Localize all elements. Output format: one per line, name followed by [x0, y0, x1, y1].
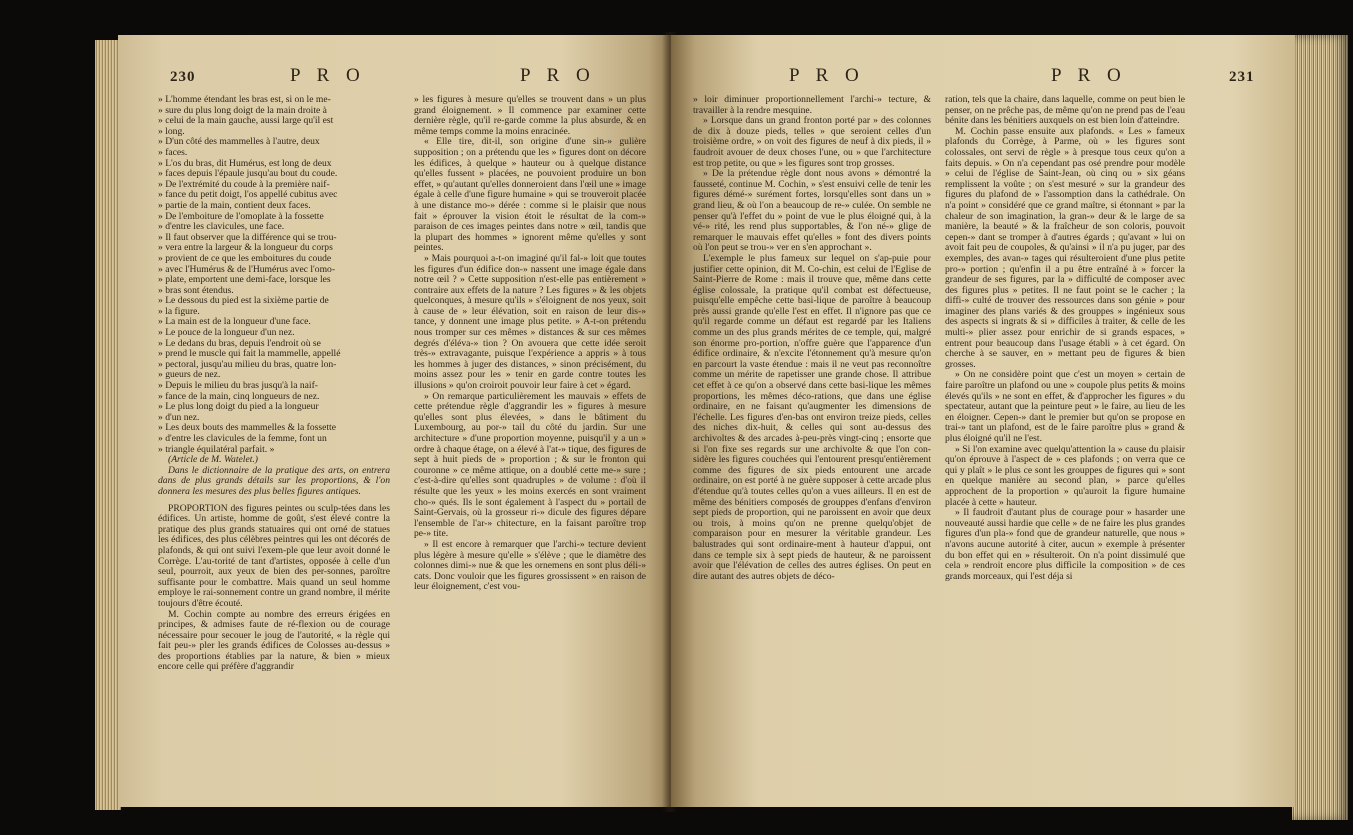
- text-line: » La main est de la longueur d'une face.: [158, 316, 311, 328]
- text-paragraph: » Il faudroit d'autant plus de courage pour » hasarder une nouveauté aussi hardie que celle » de ne faire les plus grandes figures d'un pla-» fond que de grandeur naturelle, que nous » n'avons aucune autorité à citer, aucun » exemple à présenter du bon effet qui en » résulteroit. On n'a point dissimulé que cela » rendroit encore plus difficile la composition » de ces grands morceaux, qui l'est déja si: [945, 507, 1185, 582]
- text-line: » d'entre les clavicules de la femme, font un: [158, 433, 327, 444]
- text-line: » fance de la main, cinq longueurs de nez.: [158, 390, 320, 402]
- right-head-word-col2: P R O: [1051, 65, 1127, 86]
- left-column-2: [414, 95, 646, 799]
- text-paragraph: M. Cochin passe ensuite aux plafonds. « Les » fameux plafonds du Corrège, à Parme, où » les figures sont colossales, ont servi de règle » à presque tous ceux qu'on a faits depuis. » On n'a cependant pas osé prendre pour modèle » celui de l'église de Saint-Jean, où cinq ou » six géans remplissent la voûte ; on s'est mesuré » sur la grandeur des figures du plafond de » l'assomption dans la cathédrale. On n'a point » considéré que ce grand maître, si étonnant » par la chaleur de son imagination, la gran-» deur & le large de sa manière, la beauté » & la fraîcheur de son coloris, pouvoit cepen-» dant se tromper à d'autres égards ; qu'avant » lui on avoit fait peu de coupoles, & qu'ainsi » il n'a pu juger, par des exemples, des avan-» tages qui résulteroient d'une plus petite pro-» portion ; qu'enfin il a pu être entraîné à » forcer la grandeur de ses figures, par la » difficulté de composer avec des figures plus » petites. Il ne faut point se le cacher ; la diffi-» culté de trouver des ressources dans son génie » pour imaginer des plans variés & des grouppes » ingénieux sous des aspects si ingrats & si » difficiles à traiter, & celle de les multi-» plier assez pour enrichir de si grands espaces, » entrent pour beaucoup dans l'usage établi » à cet égard. On cherche à se sauver, en » mettant peu de figures & bien grosses.: [945, 125, 1185, 370]
- text-line: » Il faut observer que la différence qui se trou-: [158, 231, 337, 243]
- text-paragraph: » Mais pourquoi a-t-on imaginé qu'il fal-» loit que toutes les figures d'un édifice don-» nassent une image égale dans notre œil ? » Cette supposition n'est-elle pas entièrement » contraire aux effets de la nature ? Les figures » & les objets quelconques, à mesure qu'ils » s'éloignent de nos yeux, soit à cause de » leur élévation, soit en raison de leur dis-» tance, y donnent une image plus petite. » A-t-on prétendu nous tromper sur ces mêmes » distances & sur ces mêmes degrés d'éléva-» tion ? On avouera que cette idée seroit très-» extravagante, puisque l'expérience a appris » à tous les hommes à juger des distances, » sinon précisément, du moins assez pour les » tenir en garde contre toutes les illusions » qu'on croiroit pouvoir leur faire à cet » égard.: [414, 252, 646, 392]
- text-line: » Le pouce de la longueur d'un nez.: [158, 327, 295, 339]
- text-line: » celui de la main gauche, aussi large qu'il est: [158, 115, 334, 127]
- text-paragraph: » loir diminuer proportionnellement l'archi-» tecture, & travailler à la rendre mesquine.: [693, 95, 931, 116]
- text-line: » L'homme étendant les bras est, si on le me-: [158, 95, 331, 105]
- text-line: » bras sont étendus.: [158, 284, 234, 296]
- left-running-head: [118, 65, 671, 89]
- text-line: » Le dessous du pied est la sixième partie de: [158, 295, 329, 307]
- text-line: » plate, emportent une demi-face, lorsque les: [158, 274, 331, 286]
- text-line: » Depuis le milieu du bras jusqu'à la naif-: [158, 380, 318, 392]
- text-line: » De l'extrémité du coude à la première naif-: [158, 178, 330, 190]
- text-line: » vera entre la largeur & la longueur du corps: [158, 242, 333, 254]
- text-line: » De l'emboiture de l'omoplate à la fossette: [158, 210, 324, 222]
- text-line: » partie de la main, contient deux faces.: [158, 199, 311, 211]
- right-page: [671, 35, 1295, 807]
- text-line: » L'os du bras, dit Humérus, est long de deux: [158, 157, 332, 169]
- text-line: » fance du petit doigt, l'os appellé cubitus avec: [158, 189, 338, 201]
- text-line: » d'un nez.: [158, 411, 200, 423]
- article-attribution: (Article de M. Watelet.): [168, 454, 258, 466]
- text-line: » faces.: [158, 146, 188, 158]
- right-column-2: [945, 95, 1185, 799]
- text-paragraph: ration, tels que la chaire, dans laquelle, comme on peut bien le penser, on ne prêche pas, de même qu'on ne prend pas de l'eau bénite dans les bénitiers auxquels on est bien loin d'atteindre.: [945, 95, 1185, 127]
- right-column-1: [693, 95, 931, 799]
- text-line: » provient de ce que les emboitures du coude: [158, 252, 332, 264]
- left-page-number: 230: [170, 69, 196, 85]
- text-paragraph: » les figures à mesure qu'elles se trouvent dans » un plus grand éloignement. » Il commence par examiner cette dernière règle, qu'il re-garde comme la plus absurde, & en même temps comme la moins enracinée.: [414, 95, 646, 137]
- text-line: » pectoral, jusqu'au milieu du bras, quatre lon-: [158, 358, 337, 370]
- left-page: [118, 35, 671, 807]
- text-paragraph: L'exemple le plus fameux sur lequel on s'ap-puie pour justifier cette opinion, dit M. Co-chin, est celui de l'Eglise de Saint-Pierre de Rome : mais il trouve que, même dans cette église colossale, la pratique qu'il combat est défectueuse, puisqu'elle empêche cette basi-lique de paroître à beaucoup près aussi grande qu'elle l'est en effet. Il n'ignore pas que ce qu'il regarde comme un défaut est regardé par les Italiens comme un des plus grands mérites de ce temple, qui, malgré son énorme pro-portion, n'offre guère que l'apparence d'un édifice ordinaire, & n'excite l'étonnement qu'à mesure qu'on en parcourt la vaste étendue : mais il ne veut pas reconnoître comme un mérite de rapetisser une grande chose. Il attribue cet effet à ce qu'on a observé dans cette basi-lique les mêmes proportions, les mêmes déco-rations, que dans une église ordinaire, en ne faisant qu'augmenter les dimensions de l'échelle. Les figures d'en-bas ont environ treize pieds, celles des niches dix-huit, & celles qui sont au-dessus des archivoltes & des arcades à-peu-près vingt-cinq ; ensorte que si l'on fixe ses regards sur une archivolte & que l'on con-sidère les figures couchées qui l'entourent presqu'entièrement comme des figures de six pieds entourent une arcade ordinaire, on est porté à ne guère supposer à cette arcade plus d'étendue qu'à toutes celles qu'on a vues ailleurs. Il en est de même des bénitiers composés de grouppes d'enfans d'environ sept pieds de proportion, qui ne paroissent en avoir que deux ou trois, à moins qu'on ne prenne quelqu'objet de comparaison pour en mesurer la véritable grandeur. Les balustrades qui sont ordinaire-ment à hauteur d'appui, ont dans ce temple six à sept pieds de hauteur, & ne paroissent avoir que l'élévation de celles des autres églises. On peut en dire autant des autres objets de déco-: [693, 252, 931, 582]
- left-column-1: [158, 95, 390, 799]
- text-line: » avec l'Humérus & de l'Humérus avec l'omo-: [158, 263, 336, 275]
- editorial-note: Dans le dictionnaire de la pratique des arts, on entrera dans de plus grands détails sur les proportions, & l'on donnera les mesures des plus belles figures antiques.: [158, 464, 390, 497]
- text-line: » gueurs de nez.: [158, 369, 221, 381]
- text-line: » D'un côté des mammelles à l'autre, deux: [158, 136, 320, 148]
- left-head-word-col2: P R O: [520, 65, 596, 86]
- text-paragraph: » Lorsque dans un grand fronton porté par » des colonnes de dix à douze pieds, telles » que seroient celles d'un troisième ordre, » on voit des figures de neuf à dix pieds, il » faudroit avouer de deux choses l'une, ou » que l'architecture est trop petite, ou que » les figures sont trop grosses.: [693, 115, 931, 169]
- left-head-word-col1: P R O: [290, 65, 366, 86]
- text-line: » long.: [158, 125, 185, 137]
- text-paragraph: » On ne considère point que c'est un moyen » certain de faire paroître un plafond ou une » coupole plus petits & moins élevés qu'ils » ne sont en effet, & d'approcher les figures » du spectateur, autant que la peinture peut » le faire, au lieu de les en éloigner. Cepen-» dant le premier but qu'on se propose en trai-» tant un plafond, est de le faire paroître plus » grand & plus éloigné qu'il ne l'est.: [945, 369, 1185, 444]
- text-line: » sure du plus long doigt de la main droite à: [158, 104, 327, 116]
- text-line: » Le dedans du bras, depuis l'endroit où se: [158, 337, 321, 349]
- text-paragraph: M. Cochin compte au nombre des erreurs érigées en principes, & admises faute de ré-flexion ou de courage nécessaire pour secouer le joug de l'autorité, « la règle qui fait peu-» pler les grands édifices de Colosses au-dessus » des proportions établies par la nature, & bien » mieux encore celle qui préfère d'aggrandir: [158, 608, 390, 673]
- text-line: » Le plus long doigt du pied a la longueur: [158, 401, 319, 413]
- entry-proportion-figures: PROPORTION des figures peintes ou sculp-tées dans les édifices. Un artiste, homme de goût, s'est élevé contre la pratique des plus grands statuaires qui ont orné de statues les édifices, des plus célèbres peintres qui les ont décorés de plafonds, & qui ont suivi l'exem-ple que leur avoit donné le Corrège. L'au-torité de tant d'artistes, opposée à celle d'un seul, pourroit, aux yeux de bien des per-sonnes, paroître suffisante pour le combattre. Mais quand un seul homme employe le rai-sonnement contre un grand nombre, il mérite toujours d'être écouté.: [158, 502, 390, 609]
- text-paragraph: » Si l'on examine avec quelqu'attention la » cause du plaisir qu'on éprouve à l'aspect de » ces plafonds ; on verra que ce qui y plaît » le plus ce sont les grouppes de figures qui » sont en quelque manière au second plan, » parce qu'elles approchent de la proportion » qu'auroit la figure humaine placée à cette » hauteur.: [945, 443, 1185, 508]
- text-line: » prend le muscle qui fait la mammelle, appellé: [158, 348, 341, 360]
- text-line: » triangle équilatéral parfait. »: [158, 443, 275, 455]
- text-line: » faces depuis l'épaule jusqu'au bout du coude.: [158, 168, 338, 180]
- text-line: » d'entre les clavicules, une face.: [158, 221, 285, 233]
- text-line: » Les deux bouts des mammelles & la fossette: [158, 422, 336, 434]
- right-running-head: [671, 65, 1295, 89]
- right-page-number: 231: [1229, 69, 1255, 85]
- text-paragraph: » De la prétendue règle dont nous avons » démontré la fausseté, continue M. Cochin, » s'est ensuivi celle de tenir les figures démé-» surément fortes, lorsqu'elles sont dans un » grand lieu, & où l'on a beaucoup de re-» culée. On semble ne penser qu'à l'effet du » point de vue le plus éloigné qui, à la vé-» rité, les rend plus supportables, & l'on né-» glige de remarquer le mauvais effet qu'elles » font des divers points où l'on peut se trou-» ver en s'en approchant ».: [693, 168, 931, 254]
- right-head-word-col1: P R O: [789, 65, 865, 86]
- text-line: » la figure.: [158, 305, 200, 317]
- text-paragraph: « Elle tire, dit-il, son origine d'une sin-» gulière supposition ; on a prétendu que les » figures dont on décore les édifices, à quelque » hauteur ou à quelque distance qu'elles fussent » placées, ne pouvoient produire un bon effet, » qu'autant qu'elles donneroient dans l'œil une » image égale à celle d'une figure humaine » qui se trouveroit placée à une distance mo-» dérée : comme si le plaisir que nous fait » éprouver la vision étoit le résultat de la com-» paraison de ces images peintes dans notre » œil, tandis que la plupart des hommes » ignorent même qu'elles y sont peintes.: [414, 136, 646, 254]
- text-paragraph: » On remarque particulièrement les mauvais » effets de cette prétendue règle d'aggrandir les » figures à mesure qu'elles sont plus élevées, » dans le bâtiment du Luxembourg, au por-» tail du côté du jardin. Sur une architecture » d'une proportion moyenne, puisqu'il y a un » ordre à chaque étage, on a élevé à l'at-» tique, des figures de sept à huit pieds de » proportion ; & sur le fronton qui couronne » ce même attique, on a doublé cette me-» sure ; c'est-à-dire qu'elles sont quadruples » de volume : d'où il résulte que les yeux » les moins exercés en sont vraiment cho-» qués. Ils le sont également à l'aspect du » portail de Saint-Gervais, où la grosseur ri-» dicule des figures dépare l'ensemble de l'ar-» chitecture, en la faisant paroître trop pe-» tite.: [414, 390, 646, 540]
- right-page-edges: [1292, 35, 1348, 820]
- text-paragraph: » Il est encore à remarquer que l'archi-» tecture devient plus légère à mesure qu'elle » s'élève ; que le diamètre des colonnes dimi-» nue & que les ornemens en sont plus déli-» cats. Donc vouloir que les figures grossissent » en raison de leur éloignement, c'est vou-: [414, 538, 646, 593]
